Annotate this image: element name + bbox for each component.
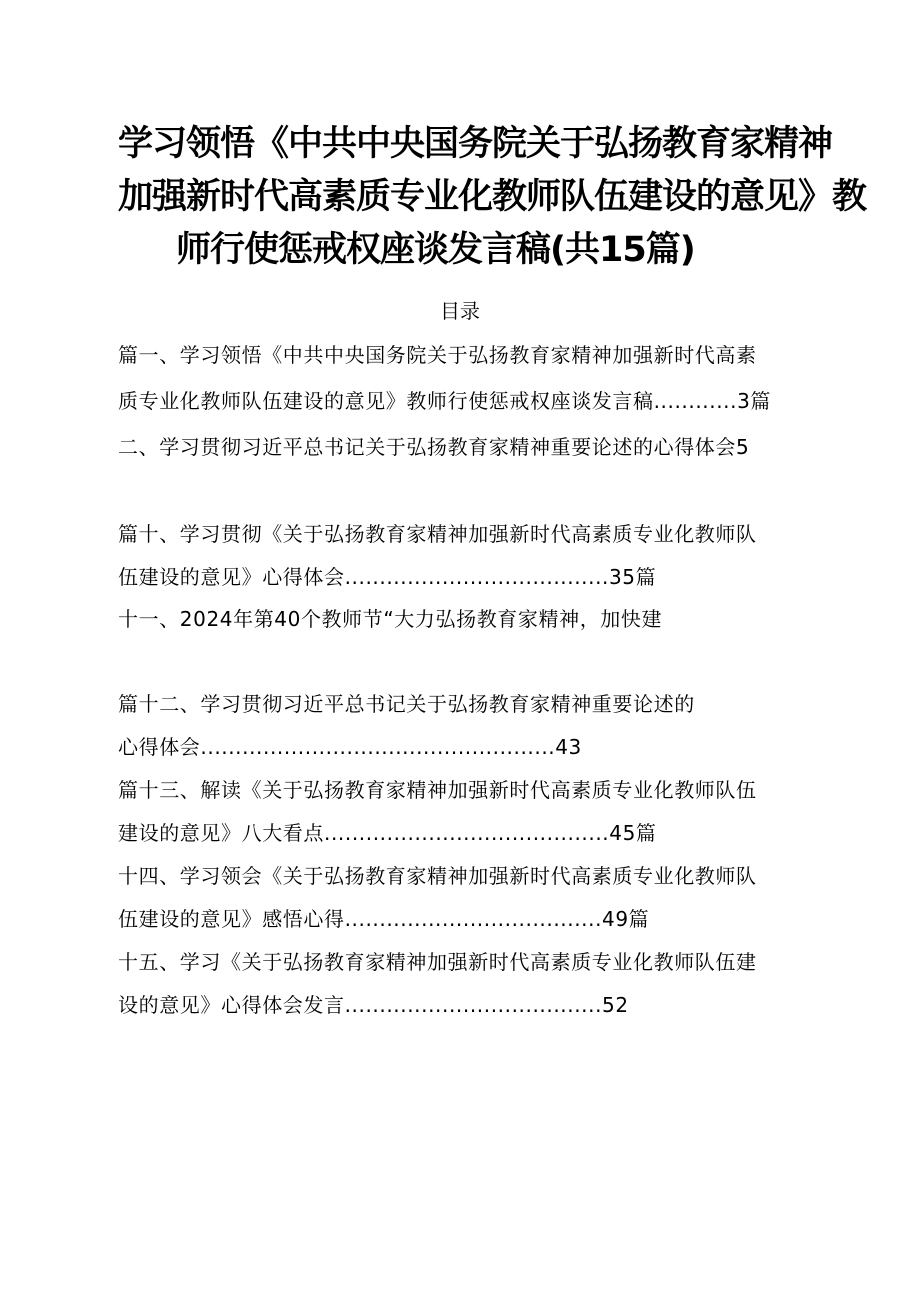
toc-line-14: 设的意见》心得体会发言.....................................52 xyxy=(118,993,629,1017)
toc-line-6: 十一、2024年第40个教师节“大力弘扬教育家精神，加快建 xyxy=(118,607,663,631)
toc-line-13: 十五、学习《关于弘扬教育家精神加强新时代高素质专业化教师队伍建 xyxy=(118,950,757,974)
title-line-2: 加强新时代高素质专业化教师队伍建设的意见》教 xyxy=(118,177,867,217)
title-line-1: 学习领悟《中共中央国务院关于弘扬教育家精神 xyxy=(118,124,833,164)
toc-line-2: 质专业化教师队伍建设的意见》教师行使惩戒权座谈发言稿............3篇 xyxy=(118,389,772,413)
toc-line-9: 篇十三、解读《关于弘扬教育家精神加强新时代高素质专业化教师队伍 xyxy=(118,778,757,802)
toc-line-10: 建设的意见》八大看点.........................................45篇 xyxy=(118,821,657,845)
toc-line-11: 十四、学习领会《关于弘扬教育家精神加强新时代高素质专业化教师队 xyxy=(118,864,757,888)
toc-line-1: 篇一、学习领悟《中共中央国务院关于弘扬教育家精神加强新时代高素 xyxy=(118,343,757,367)
document-title xyxy=(118,118,867,277)
toc-line-5: 伍建设的意见》心得体会......................................35篇 xyxy=(118,565,657,589)
toc-heading: 目录 xyxy=(440,299,480,323)
toc-line-7: 篇十二、学习贯彻习近平总书记关于弘扬教育家精神重要论述的 xyxy=(118,692,695,716)
toc-line-8: 心得体会...................................................43 xyxy=(118,735,582,759)
toc-line-12: 伍建设的意见》感悟心得.....................................49篇 xyxy=(118,907,650,931)
title-line-3: 师行使惩戒权座谈发言稿(共15篇) xyxy=(176,230,695,270)
toc-line-4: 篇十、学习贯彻《关于弘扬教育家精神加强新时代高素质专业化教师队 xyxy=(118,522,757,546)
toc-line-3: 二、学习贯彻习近平总书记关于弘扬教育家精神重要论述的心得体会5 xyxy=(118,435,750,459)
